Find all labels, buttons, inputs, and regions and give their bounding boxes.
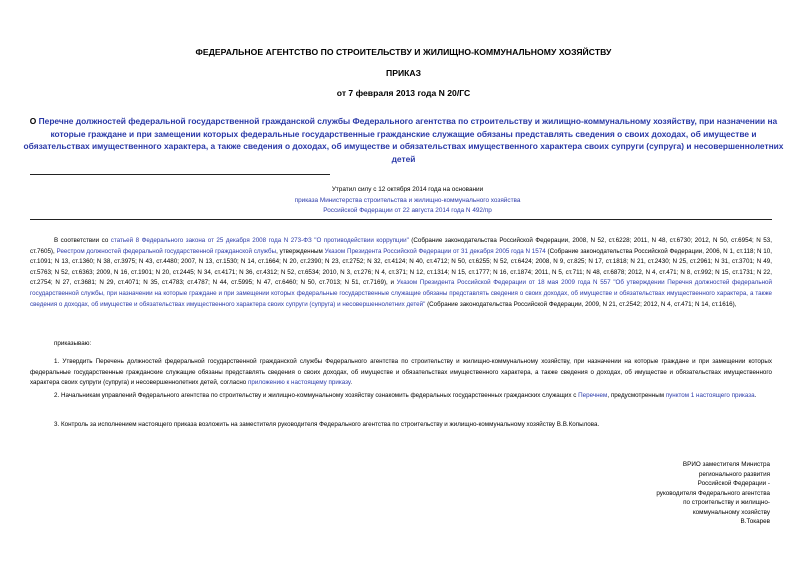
- item-1-text: 1. Утвердить Перечень должностей федеральной государственной гражданской службы Федерального агентства по строительству и жилищно-коммунальному хозяйству, при назначении на которые граждане и при замещении которых федеральные государственные гражданские служащие обязаны представлять сведения о своих доходах, об имуществе и обязательствах имущественного характера, а также сведения о доходах, об имуществе и обязательствах имущественного характера своих супруги (супруга) и несовершеннолетних детей, согласно: [30, 358, 772, 387]
- status-note: [280, 185, 535, 217]
- title-link[interactable]: Перечне должностей федеральной государственной гражданской службы Федерального агентства по строительству и жилищно-коммунальному хозяйству, при назначении на которые граждане и при замещении которых федеральные государственные гражданские служащие обязаны представлять сведения о своих доходах, об имуществе и обязательствах имущественного характера, а также сведения о доходах, об имуществе и обязательствах имущественного характера своих супруги (супруга) и несовершеннолетних детей: [23, 116, 784, 164]
- document-type: ПРИКАЗ: [386, 68, 421, 78]
- order-item-1: [30, 357, 772, 389]
- decree-1574-link[interactable]: Указом Президента Российской Федерации от 31 декабря 2005 года N 1574: [324, 247, 546, 255]
- ordered-label: приказываю:: [54, 340, 92, 347]
- preamble-text-4: (Собрание законодательства Российской Федерации, 2006, N 1, ст.118; N 10, ст.1091; N 13, ст.1360; N 38, ст.3975; N 43, ст.4480; 2007, N 13, ст.1530; N 14, ст.1664; N 20, ст.2390; N 23, ст.2752; N 32, ст.4124; N 40, ст.4712; N 50, ст.6255; N 52, ст.6424; 2008, N 9, ст.825; N 17, ст.1818; N 21, ст.2430; N 25, ст.2961; N 31, ст.3701; N 49, ст.5763; N 52, ст.6363; 2009, N 16, ст.1901; N 20, ст.2445; N 34, ст.4171; N 36, ст.4312; N 52, ст.6534; 2010, N 3, ст.276; N 4, ст.371; N 12, ст.1314; N 15, ст.1777; N 16, ст.1874; 2011, N 5, ст.711; N 48, ст.6878; 2012, N 4, ст.471; N 8, ст.992; N 15, ст.1731; N 22, ст.2754; N 27, ст.3681; N 29, ст.4071; N 35, ст.4783; ст.4787; N 44, ст.5995; N 47, ст.6460; N 50, ст.7013; N 51, ст.7169), и: [30, 247, 772, 287]
- signature-line: ВРИО заместителя Министра: [682, 461, 770, 468]
- law-273-link[interactable]: статьей 8 Федерального закона от 25 декабря 2008 года N 273-ФЗ "О противодействии коррупции": [110, 237, 409, 244]
- title-divider: [30, 174, 330, 175]
- preamble-paragraph: [30, 236, 772, 310]
- status-link[interactable]: приказа Министерства строительства и жилищно-коммунального хозяйства Российской Федерации от 22 августа 2014 года N 492/пр: [294, 196, 521, 214]
- registry-link[interactable]: Реестром должностей федеральной государственной гражданской службы: [56, 247, 277, 255]
- signature-line: регионального развития: [698, 470, 770, 478]
- signature-line: руководителя Федерального агентства: [656, 489, 770, 497]
- title-prefix: О: [29, 116, 39, 126]
- order-item-2: [30, 391, 772, 402]
- document-title: [20, 115, 787, 165]
- decree-557-link[interactable]: Указом Президента Российской Федерации от 18 мая 2009 года N 557 "Об утверждении Перечня должностей федеральной государственной службы, при назначении на которые граждане и при замещении которых федеральные государственные служащие обязаны представлять сведения о своих доходах, об имуществе и обязательствах имущественного характера, а также сведения о доходах, об имуществе и обязательствах имущественного характера своих супруги (супруга) и несовершеннолетних детей": [30, 279, 772, 308]
- order-item-3: [30, 420, 772, 431]
- preamble-text-2: (Собрание законодательства Российской Федерации, 2008, N 52, ст.6228; 2011, N 48, ст.6730; 2012, N 50, ст.6954; N 53, ст.7605),: [30, 237, 772, 255]
- preamble-text-1: В соответствии со: [54, 237, 111, 244]
- preamble-text-3: , утвержденным: [276, 247, 325, 255]
- item-3-text: 3. Контроль за исполнением настоящего приказа возложить на заместителя руководителя Федерального агентства по строительству и жилищно-коммунальному хозяйству В.В.Копылова.: [54, 421, 600, 428]
- status-line: Утратил силу с 12 октября 2014 года на основании: [331, 186, 484, 193]
- document-date-number: от 7 февраля 2013 года N 20/ГС: [336, 88, 471, 98]
- item-1-end: .: [350, 379, 353, 387]
- preamble-text-5: (Собрание законодательства Российской Федерации, 2009, N 21, ст.2542; 2012, N 4, ст.471; N 14, ст.1616),: [425, 300, 737, 308]
- item-2-text: 2. Начальникам управлений Федерального агентства по строительству и жилищно-коммунальному хозяйству ознакомить федеральных государственных гражданских служащих с: [54, 392, 579, 399]
- list-link[interactable]: Перечнем: [578, 392, 608, 399]
- signature-line: Российской Федерации -: [697, 480, 770, 487]
- status-divider: [30, 219, 772, 220]
- signature-line: коммунальному хозяйству: [692, 508, 770, 516]
- appendix-link[interactable]: приложению к настоящему приказу: [248, 379, 351, 387]
- point-1-link[interactable]: пунктом 1 настоящего приказа: [665, 392, 755, 399]
- agency-name: ФЕДЕРАЛЬНОЕ АГЕНТСТВО ПО СТРОИТЕЛЬСТВУ И ЖИЛИЩНО-КОММУНАЛЬНОМУ ХОЗЯЙСТВУ: [195, 47, 612, 57]
- item-2-end: .: [754, 392, 757, 399]
- item-2-text-2: , предусмотренным: [607, 392, 666, 399]
- signature-line: по строительству и жилищно-: [683, 499, 770, 506]
- signature-block: [600, 460, 770, 527]
- signer-name: В.Токарев: [740, 518, 770, 525]
